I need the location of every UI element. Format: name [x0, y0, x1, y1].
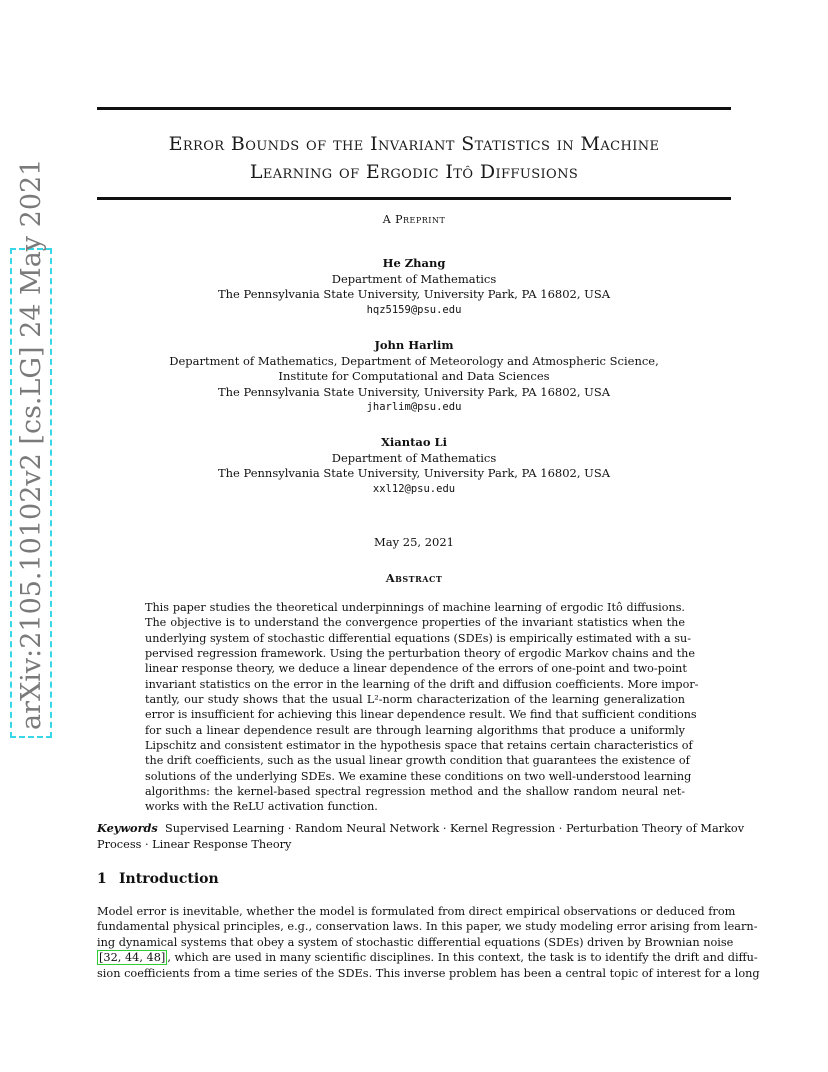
paper-date: May 25, 2021	[374, 535, 454, 549]
bottom-title-rule	[97, 197, 731, 200]
abstract-line: This paper studies the theoretical underpinnings of machine learning of ergodic Itô diffusions.	[145, 601, 685, 614]
paper-title	[97, 130, 731, 186]
body-text: , which are used in many scientific disciplines. In this context, the task is to identify the drift and diffu-	[167, 951, 758, 965]
author-affiliation: Department of Mathematics, Department of Meteorology and Atmospheric Science,	[169, 353, 659, 368]
author-affiliation: The Pennsylvania State University, University Park, PA 16802, USA	[217, 384, 611, 399]
author-email[interactable]: xxl12@psu.edu	[372, 482, 456, 495]
abstract-line: algorithms: the kernel-based spectral regression method and the shallow random neural net-	[145, 785, 685, 799]
abstract-line: solutions of the underlying SDEs. We examine these conditions on two well-understood learning	[145, 769, 692, 783]
author-block-1	[97, 256, 731, 318]
body-line: sion coefficients from a time series of the SDEs. This inverse problem has been a central topic of interest for a long	[97, 966, 760, 980]
title-line-2: Learning of Ergodic Itô Diffusions	[249, 161, 579, 183]
keywords-line-1	[97, 821, 745, 837]
author-email[interactable]: hqz5159@psu.edu	[366, 303, 462, 316]
citation-link[interactable]: [32, 44, 48]	[99, 951, 166, 965]
abstract-line: pervised regression framework. Using the perturbation theory of ergodic Markov chains and the	[145, 647, 695, 661]
author-affiliation: The Pennsylvania State University, University Park, PA 16802, USA	[217, 287, 611, 301]
keywords-label: Keywords	[97, 821, 158, 835]
abstract-text	[145, 600, 699, 815]
abstract-line: linear response theory, we deduce a linear dependence of the errors of one-point and two-point	[145, 662, 687, 676]
abstract-line: underlying system of stochastic differential equations (SDEs) is empirically estimated with a su-	[145, 631, 692, 645]
arxiv-identifier-stamp[interactable]: arXiv:2105.10102v2 [cs.LG] 24 May 2021	[10, 248, 52, 738]
abstract-line: error is insufficient for achieving this linear dependence result. We find that sufficient conditions	[145, 708, 697, 722]
body-line-with-citations	[97, 950, 758, 965]
abstract-line: works with the ReLU activation function.	[145, 800, 378, 814]
author-block-2	[97, 338, 731, 416]
author-affiliation: Department of Mathematics	[331, 271, 497, 286]
abstract-line: for such a linear dependence result are through learning algorithms that produce a uniformly	[145, 723, 685, 737]
body-line: fundamental physical principles, e.g., conservation laws. In this paper, we study modeling error arising from learn-	[97, 920, 758, 934]
abstract-heading: Abstract	[385, 571, 443, 585]
author-block-3	[97, 435, 731, 497]
introduction-paragraph	[97, 904, 760, 981]
abstract-line: the drift coefficients, such as the usual linear growth condition that guarantees the existence of	[145, 754, 690, 768]
abstract-line: Lipschitz and consistent estimator in the hypothesis space that retains certain characteristics of	[145, 739, 693, 753]
keywords-list: Supervised Learning · Random Neural Network · Kernel Regression · Perturbation Theory of Markov	[164, 822, 745, 835]
section-heading-introduction	[97, 871, 219, 887]
author-affiliation: Institute for Computational and Data Sciences	[278, 369, 550, 383]
author-name: He Zhang	[382, 256, 446, 270]
section-number: 1	[97, 871, 107, 887]
body-line: Model error is inevitable, whether the model is formulated from direct empirical observations or deduced from	[97, 905, 736, 918]
title-line-1: Error Bounds of the Invariant Statistics in Machine	[168, 133, 660, 155]
author-affiliation: The Pennsylvania State University, University Park, PA 16802, USA	[217, 466, 611, 480]
top-rule	[97, 107, 731, 110]
preprint-label: A Preprint	[382, 213, 446, 226]
author-name: John Harlim	[374, 338, 454, 352]
abstract-line: The objective is to understand the convergence properties of the invariant statistics when the	[145, 616, 685, 630]
author-email[interactable]: jharlim@psu.edu	[366, 401, 462, 413]
abstract-line: invariant statistics on the error in the learning of the drift and diffusion coefficients. More impor-	[145, 677, 699, 691]
author-name: Xiantao Li	[381, 435, 447, 449]
body-line: ing dynamical systems that obey a system of stochastic differential equations (SDEs) driven by Brownian noise	[97, 935, 734, 949]
abstract-line: tantly, our study shows that the usual L²-norm characterization of the learning generalization	[145, 693, 685, 707]
author-affiliation: Department of Mathematics	[331, 450, 497, 465]
keywords-line-2: Process · Linear Response Theory	[97, 837, 292, 851]
section-title: Introduction	[119, 871, 219, 887]
keywords-block	[97, 821, 745, 852]
